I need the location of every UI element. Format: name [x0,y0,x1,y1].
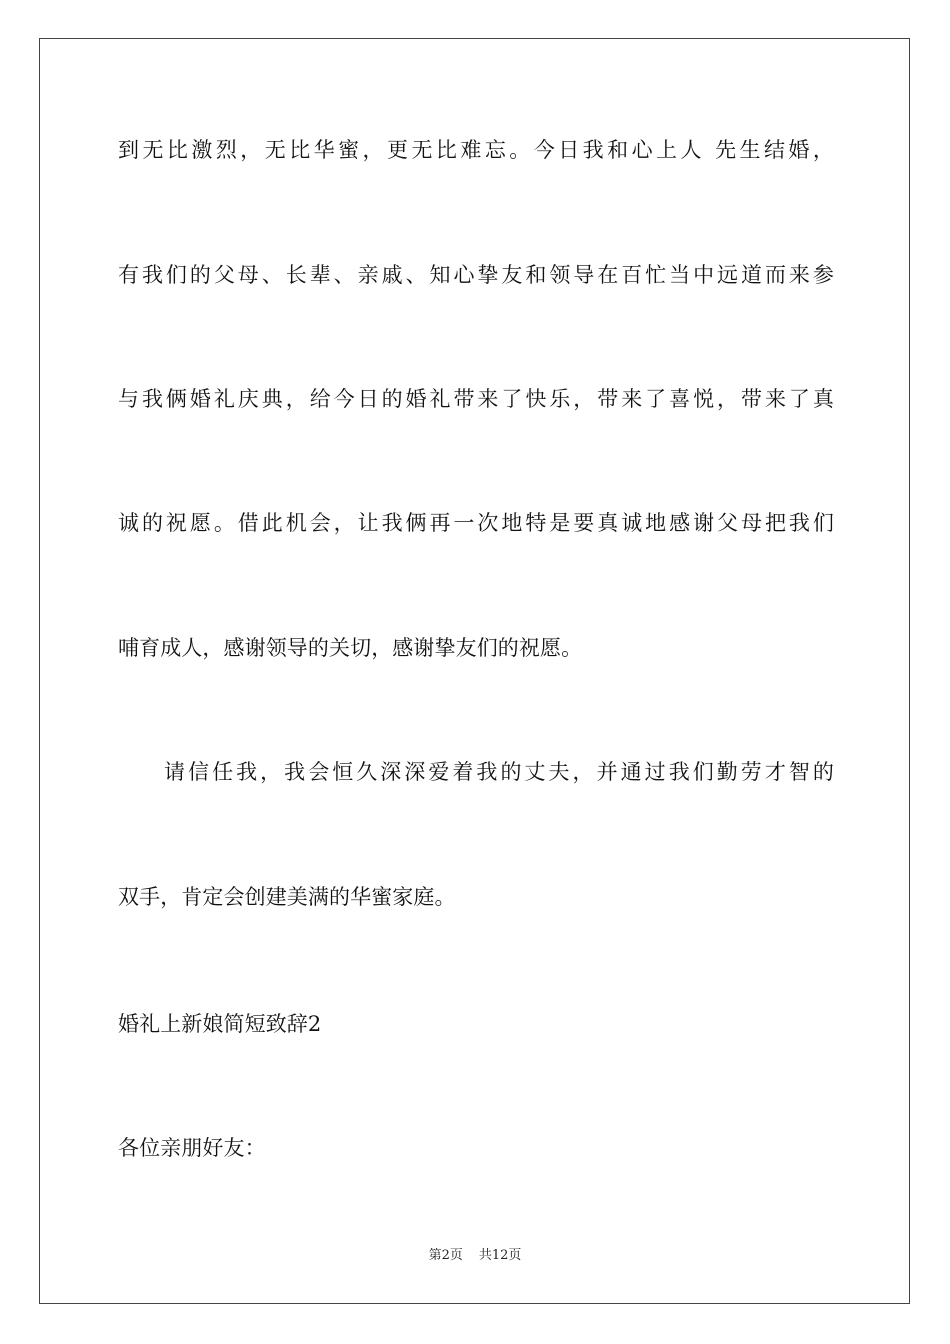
body-line-5: 哺育成人，感谢领导的关切，感谢挚友们的祝愿。 [118,636,583,660]
body-line-1: 到无比激烈，无比华蜜，更无比难忘。今日我和心上人 先生结婚， [118,138,834,162]
page-footer [0,1247,950,1265]
salutation: 各位亲朋好友： [118,1136,266,1160]
body-line-3: 与我俩婚礼庆典，给今日的婚礼带来了快乐，带来了喜悦，带来了真 [118,387,834,411]
body-line-2: 有我们的父母、长辈、亲戚、知心挚友和领导在百忙当中远道而来参 [118,263,834,287]
page-number: 第2页 [428,1248,463,1263]
body-line-6: 请信任我，我会恒久深深爱着我的丈夫，并通过我们勤劳才智的 [164,760,834,784]
body-line-4: 诚的祝愿。借此机会，让我俩再一次地特是要真诚地感谢父母把我们 [118,511,834,535]
body-line-7: 双手，肯定会创建美满的华蜜家庭。 [118,885,456,909]
page-border [39,38,910,1304]
page-total: 共12页 [478,1248,522,1263]
section-title: 婚礼上新娘简短致辞2 [118,1012,322,1036]
